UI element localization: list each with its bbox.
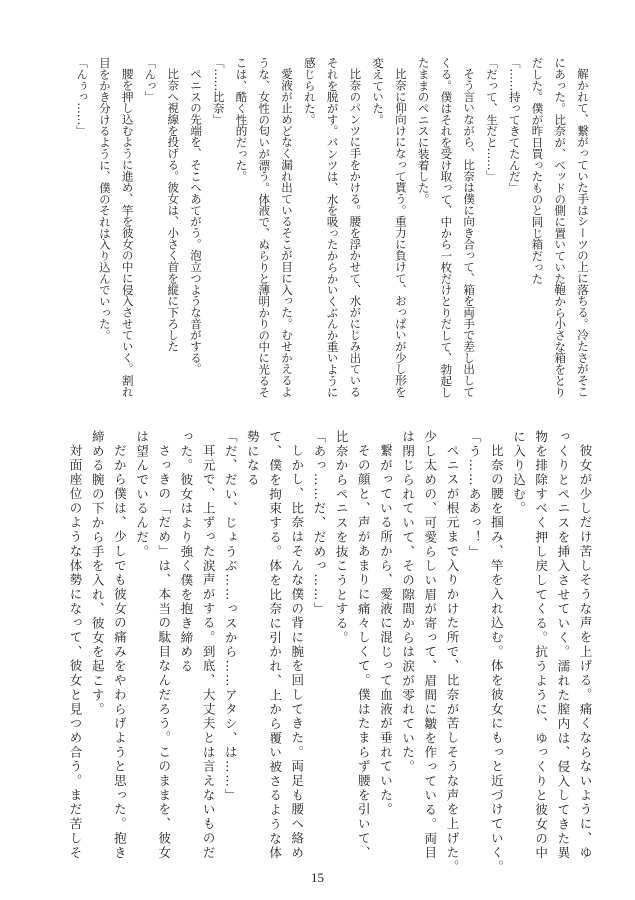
text-line: うな、女性の匂いが漂う。体液で、ぬらりと薄明かりの中に光るそ (257, 57, 272, 398)
text-line: にあった。比奈が、ベッドの側に置いていた鞄から小さな箱をとり (553, 57, 568, 398)
text-line: 対面座位のような体勢になって、彼女と見つめ合う。まだ苦しそ (68, 444, 84, 861)
text-line: 少し太めの、可愛らしい眉が寄って、眉間に皺を作っている。両目 (422, 430, 438, 861)
lower-text-tier (64, 430, 596, 875)
text-line: くる。僕はそれを受け取って、中から一枚だけとりだして、勃起し (439, 57, 454, 398)
text-line: 目をかき分けるように、僕のそれは入り込んでいった。 (97, 57, 112, 341)
text-line: は望んでいるんだ。 (134, 430, 150, 560)
text-line: 愛液が止めどなく漏れ出ているそこが目に入った。むせかえるよ (280, 68, 295, 398)
text-line: 繋がっている所から、愛液に混じって血液が垂れていた。 (378, 444, 394, 818)
text-line: その顔と、声があまりに痛々しくて。僕はたまらず腰を引いて、 (356, 444, 372, 861)
text-line: 変えていた。 (371, 57, 386, 126)
text-line: 勢になる (245, 430, 261, 488)
text-line: て、僕を拘束する。体を比奈に引かれ、上から覆い被さるような体 (267, 430, 283, 861)
text-line: 比奈に仰向けになって貰う。重力に負けて、おっぱいが少し形を (393, 68, 408, 398)
text-line: っくりとペニスを挿入させていく。濡れた膣内は、侵入してきた異 (555, 430, 571, 861)
dialogue-line: 「う……ああっ！」 (467, 430, 483, 560)
dialogue-line: 「だ、だい、じょうぶ……っスから……アタシ、は……」 (223, 430, 239, 804)
dialogue-line: 「あっ……だ、だめっ……」 (311, 430, 327, 617)
text-line: 比奈のパンツに手をかける。腰を浮かせて、水がにじみ出ている (348, 68, 363, 398)
dialogue-line: 「……比奈」 (211, 57, 226, 126)
text-line: だした。僕が昨日買ったものと同じ箱だった (530, 57, 545, 285)
text-line: 物を排除すべく押し戻してくる。抗うように、ゆっくりと彼女の中 (533, 430, 549, 861)
dialogue-line: 「んぅっ……」 (75, 57, 90, 137)
text-line: たままのペニスに装着した。 (416, 57, 431, 205)
text-line: それを脱がす。パンツは、水を吸ったからかいくぶんか重いように (325, 57, 340, 398)
text-line: こは、酷く性的だった。 (234, 57, 249, 182)
dialogue-line: 「だって、生だと……」 (484, 57, 499, 182)
text-line: 感じられた。 (302, 57, 317, 126)
text-line: った。彼女はより強く僕を抱き締める (178, 430, 194, 674)
text-line: に入り込む。 (511, 430, 527, 517)
text-line: 解かれて、繋がっていた手はシーツの上に落ちる。冷たさがそこ (576, 68, 590, 398)
dialogue-line: 「……持ってきてたんだ」 (507, 57, 522, 194)
text-line: だから僕は、少しでも彼女の痛みをやわらげようと思った。抱き (112, 444, 128, 861)
text-line: 耳元で、上ずった涙声がする。到底、大丈夫とは言えないものだ (201, 444, 217, 861)
text-line: は閉じられていて、その隙間からは涙が零れていた。 (400, 430, 416, 775)
text-line: さっきの「だめ」は、本当の駄目なんだろう。このままを、彼女 (156, 444, 172, 861)
text-line: そう言いながら、比奈は僕に向き合って、箱を両手で差し出して (462, 68, 477, 398)
text-line: ペニスが根元まで入りかけた所で、比奈が苦しそうな声を上げた。 (444, 444, 460, 875)
text-line: 彼女が少しだけ苦しそうな声を上げる。痛くならないように、ゆ (578, 444, 593, 861)
text-line: しかし、比奈はそんな僕の背に腕を回してきた。両足も腰へ絡め (289, 444, 305, 861)
dialogue-line: 「んっ」 (143, 57, 158, 103)
text-line: 比奈からペニスを抜こうとする。 (334, 430, 350, 646)
text-line: 比奈の腰を掴み、竿を入れ込む。体を彼女にもっと近づけていく。 (489, 444, 505, 875)
text-line: 比奈へ視線を投げる。彼女は、小さく首を縦に下ろした (166, 68, 181, 353)
page-number: 15 (311, 870, 324, 885)
upper-text-tier (70, 57, 594, 398)
text-line: 腰を押し込むように進め、竿を彼女の中に侵入させていく。割れ (120, 68, 135, 398)
text-line: ペニスの先端を、そこへあてがう。泡立つような音がする。 (188, 68, 203, 375)
text-line: 締める腕の下から手を入れ、彼女を起こす。 (90, 430, 106, 717)
